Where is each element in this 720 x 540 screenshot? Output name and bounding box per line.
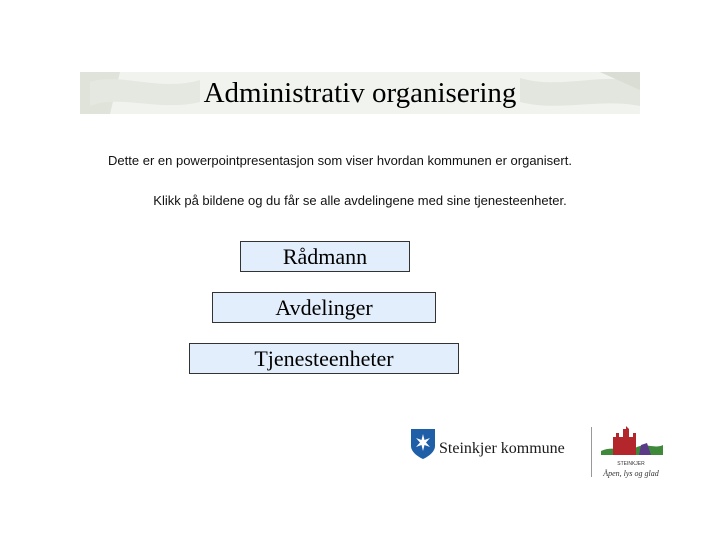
municipal-logo-icon <box>410 428 436 465</box>
intro-text-2: Klikk på bildene og du får se alle avdelingene med sine tjenesteenheter. <box>153 193 567 208</box>
seal-text: STEINKJER <box>617 461 645 467</box>
avdelinger-button[interactable]: Avdelinger <box>212 292 436 323</box>
tjenesteenheter-button[interactable]: Tjenesteenheter <box>189 343 459 374</box>
municipality-name: Steinkjer kommune <box>439 440 565 457</box>
radmann-button[interactable]: Rådmann <box>240 241 410 272</box>
steinkjer-seal-logo <box>595 425 667 479</box>
seal-slogan: Åpen, lys og glad <box>603 469 659 478</box>
slide-title: Administrativ organisering <box>203 77 517 109</box>
intro-text-1: Dette er en powerpointpresentasjon som viser hvordan kommunen er organisert. <box>108 153 572 168</box>
footer-divider <box>591 427 592 477</box>
